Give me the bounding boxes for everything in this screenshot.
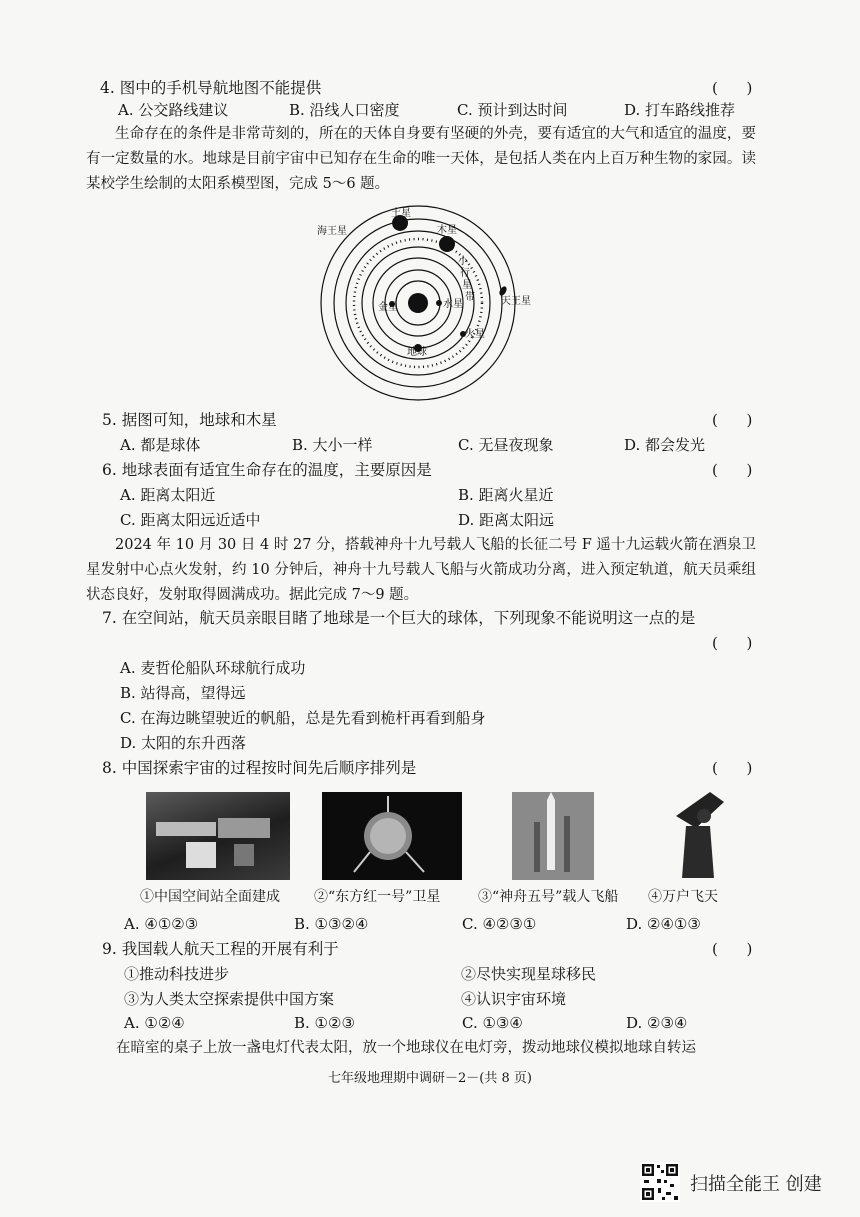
jupiter-dot [439,236,455,252]
mercury-label: 水星 [443,299,463,310]
mercury-dot [436,300,442,306]
passage-shenzhou-19: 2024 年 10 月 30 日 4 时 27 分，搭载神舟十九号载人飞船的长征二号 F 遥十九运载火箭在酒泉卫星发射中心点火发射，约 10 分钟后，神舟十九号载人飞船与火箭成功分离，进入预定轨道，航天员乘组状态良好，发射取得圆满成功。据此完成 7～9 题。 [86,537,756,603]
qr-code-icon [640,1162,680,1202]
q5-stem: 5. 据图可知，地球和木星 [102,411,277,429]
q8-option-a: A. ④①②③ [124,915,199,933]
q6-option-a: A. 距离太阳近 [120,486,216,504]
asteroid-belt-label-2: 行 [460,268,470,279]
venus-label: 金星 [378,302,398,313]
passage-life-conditions: 生命存在的条件是非常苛刻的，所在的天体自身要有坚硬的外壳，要有适宜的大气和适宜的温度，要有一定数量的水。地球是目前宇宙中已知存在生命的唯一天体，是包括人类在内上百万种生物的家园。读某校学生绘制的太阳系模型图，完成 5～6 题。 [86,126,756,192]
q9-option-d: D. ②③④ [626,1014,688,1032]
dongfanghong-satellite-photo [322,792,462,880]
saturn-label: 土星 [391,208,411,219]
q9-item-1: ①推动科技进步 [124,965,230,983]
asteroid-belt-label-1: 小 [458,256,468,267]
q6-option-c: C. 距离太阳远近适中 [120,511,261,529]
asteroid-belt-label-3: 星 [462,280,472,291]
mars-label: 火星 [465,329,485,340]
wanhu-flight-statue-photo [666,786,732,878]
q6-option-b: B. 距离火星近 [458,486,554,504]
shenzhou-5-launch-photo [512,792,594,880]
q4-option-b: B. 沿线人口密度 [289,101,400,119]
asteroid-belt-label-4: 带 [465,292,475,303]
sun-icon [408,293,428,313]
q4-answer-bracket: ( ) [712,79,753,97]
q8-caption-2: ②“东方红一号”卫星 [314,889,441,905]
q8-answer-bracket: ( ) [712,759,753,777]
q8-option-c: C. ④②③① [462,915,537,933]
q5-option-a: A. 都是球体 [120,436,201,454]
q9-stem: 9. 我国载人航天工程的开展有利于 [102,940,339,958]
q9-item-4: ④认识宇宙环境 [461,990,567,1008]
q9-option-b: B. ①②③ [294,1014,355,1032]
passage-dark-room-experiment: 在暗室的桌子上放一盏电灯代表太阳，放一个地球仪在电灯旁，拨动地球仪模拟地球自转运 [116,1040,696,1056]
jupiter-label: 木星 [437,225,457,236]
q8-caption-4: ④万户飞天 [648,889,718,905]
q8-option-d: D. ②④①③ [626,915,701,933]
q8-option-b: B. ①③②④ [294,915,369,933]
q5-option-d: D. 都会发光 [624,436,706,454]
q9-option-c: C. ①③④ [462,1014,523,1032]
scanner-watermark [640,1160,840,1206]
q6-stem: 6. 地球表面有适宜生命存在的温度，主要原因是 [102,461,432,479]
page-footer: 七年级地理期中调研－2－(共 8 页) [328,1071,532,1086]
q4-option-c: C. 预计到达时间 [457,101,568,119]
q7-answer-bracket: ( ) [712,634,753,652]
earth-label: 地球 [407,347,427,358]
q4-stem: 4. 图中的手机导航地图不能提供 [100,79,322,97]
neptune-label: 海王星 [317,226,347,237]
q7-stem: 7. 在空间站，航天员亲眼目睹了地球是一个巨大的球体，下列现象不能说明这一点的是 [102,609,696,627]
q6-answer-bracket: ( ) [712,461,753,479]
solar-system-diagram [305,200,535,410]
uranus-label: 天王星 [501,296,531,307]
q7-option-a: A. 麦哲伦船队环球航行成功 [120,659,306,677]
q8-caption-1: ①中国空间站全面建成 [140,889,280,905]
q8-stem: 8. 中国探索宇宙的过程按时间先后顺序排列是 [102,759,417,777]
q5-answer-bracket: ( ) [712,411,753,429]
q7-option-d: D. 太阳的东升西落 [120,734,247,752]
scanner-label: 扫描全能王 创建 [690,1174,822,1195]
q5-option-c: C. 无昼夜现象 [458,436,554,454]
q4-option-a: A. 公交路线建议 [118,101,229,119]
q9-item-2: ②尽快实现星球移民 [461,965,597,983]
q4-option-d: D. 打车路线推荐 [624,101,736,119]
q9-option-a: A. ①②④ [124,1014,185,1032]
q7-option-b: B. 站得高，望得远 [120,684,246,702]
q5-option-b: B. 大小一样 [292,436,373,454]
q9-item-3: ③为人类太空探索提供中国方案 [124,990,335,1008]
q7-option-c: C. 在海边眺望驶近的帆船，总是先看到桅杆再看到船身 [120,709,486,727]
q6-option-d: D. 距离太阳远 [458,511,555,529]
space-station-photo [146,792,290,880]
q9-answer-bracket: ( ) [712,940,753,958]
q8-caption-3: ③“神舟五号”载人飞船 [478,889,619,905]
